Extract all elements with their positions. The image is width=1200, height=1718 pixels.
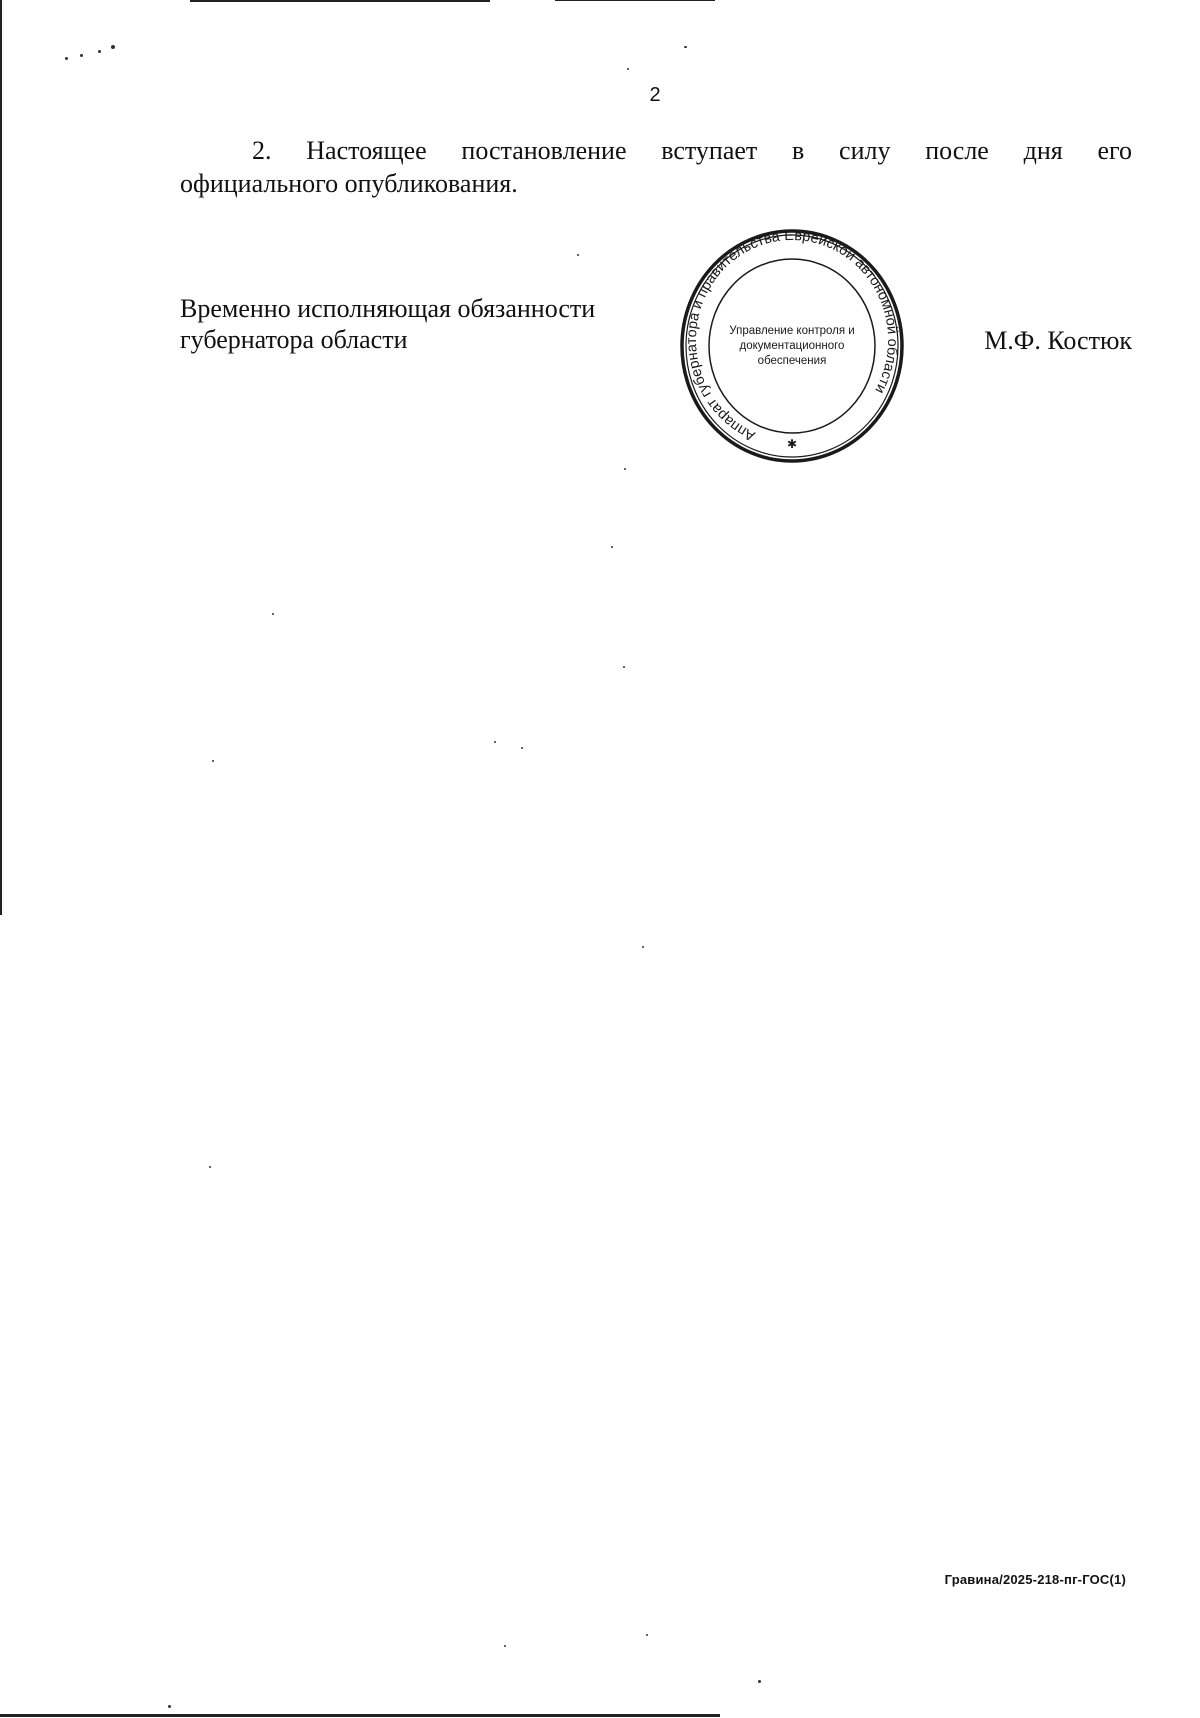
scan-speck — [627, 68, 629, 70]
scan-speck — [504, 1645, 506, 1647]
paragraph-line: 2. Настоящее постановление вступает в силу после дня его — [252, 136, 1132, 165]
signatory-title — [180, 293, 650, 355]
seal-center-line: Управление контроля и — [729, 325, 855, 337]
official-seal — [679, 227, 905, 465]
scan-speck — [521, 747, 523, 749]
page-number: 2 — [649, 84, 661, 106]
scan-speck — [65, 57, 68, 60]
scan-speck — [624, 468, 626, 470]
scan-speck — [111, 45, 115, 49]
scan-edge-top — [190, 0, 490, 2]
signatory-title-line: Временно исполняющая обязанности — [180, 294, 596, 323]
scan-edge-top-right — [555, 0, 715, 1]
signatory-title-line: губернатора области — [180, 325, 408, 354]
scan-speck — [623, 666, 625, 668]
scan-speck — [209, 1166, 211, 1168]
scan-speck — [758, 1680, 761, 1683]
scan-speck — [98, 50, 101, 53]
document-reference: Гравина/2025-218-пг-ГОС(1) — [944, 1572, 1126, 1587]
scan-speck — [642, 946, 644, 948]
seal-center-line: обеспечения — [757, 355, 827, 367]
scan-speck — [272, 613, 274, 615]
paragraph-line: официального опубликования. — [180, 169, 518, 198]
body-paragraph — [180, 134, 1132, 200]
scan-speck — [168, 1705, 171, 1708]
seal-center-line: документационного — [739, 340, 845, 352]
scan-speck — [611, 546, 613, 548]
scan-edge-left — [0, 0, 2, 915]
scan-speck — [684, 46, 687, 48]
signatory-name: М.Ф. Костюк — [984, 326, 1132, 355]
scan-speck — [646, 1634, 648, 1636]
scan-speck — [577, 254, 579, 256]
scan-speck — [212, 760, 214, 762]
scan-edge-bottom — [0, 1714, 720, 1717]
scan-speck — [494, 741, 496, 743]
seal-star-icon: ✱ — [786, 437, 798, 451]
scan-speck — [80, 54, 83, 57]
seal-ring-textpath: Аппарат губернатора и правительства Еврейской автономной области — [683, 227, 901, 444]
